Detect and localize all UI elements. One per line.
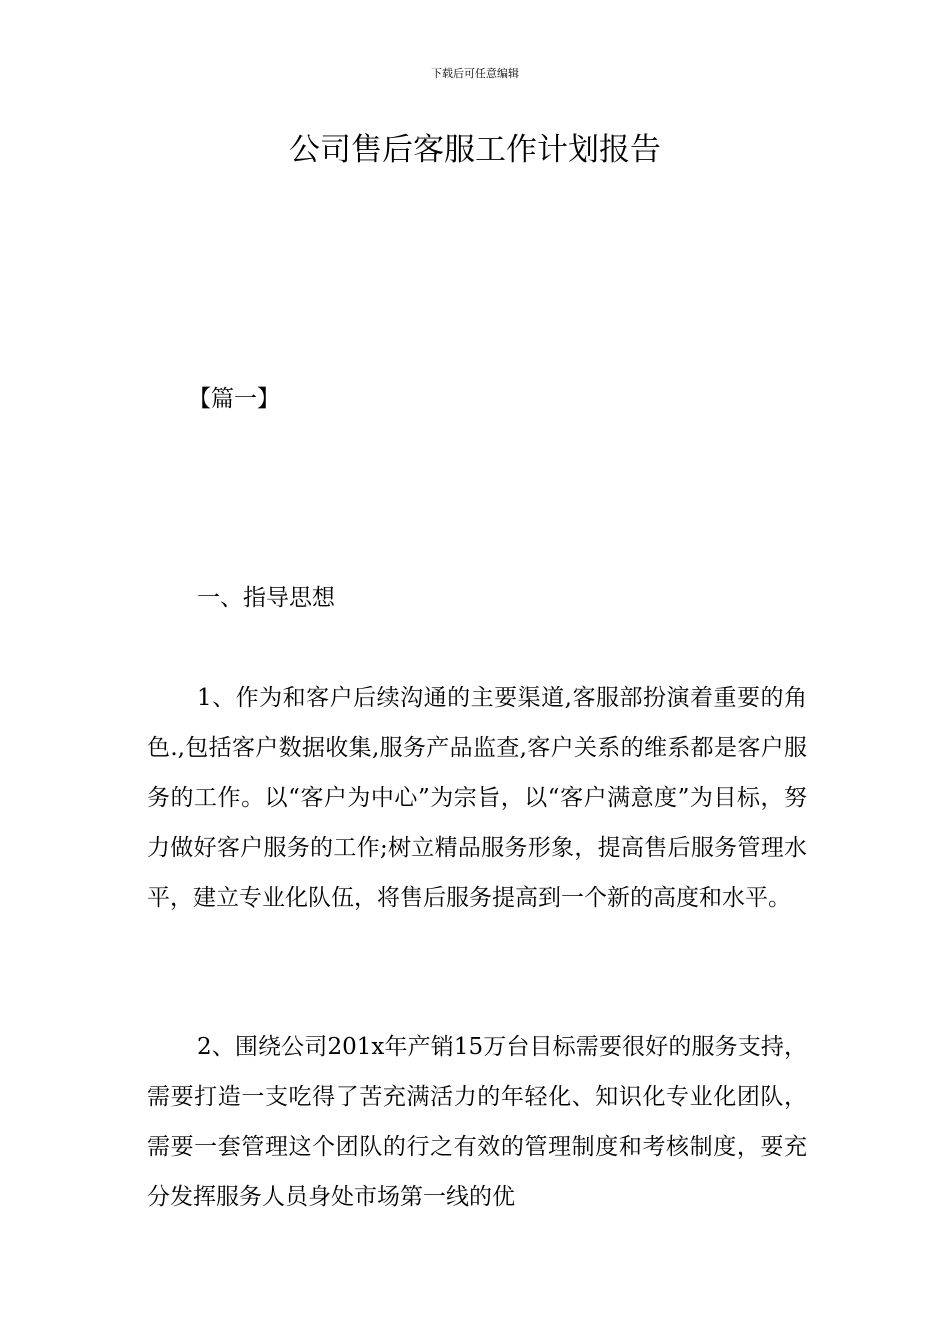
document-title: 公司售后客服工作计划报告 xyxy=(289,132,661,168)
section-label: 【篇一】 xyxy=(188,386,280,412)
section-heading: 一、指导思想 xyxy=(197,585,335,611)
paragraph-1: 1、作为和客户后续沟通的主要渠道,客服部扮演着重要的角色.,包括客户数据收集,服务产品监查,客户关系的维系都是客户服务的工作。以“客户为中心”为宗旨，以“客户满意度”为目标，努力做好客户服务的工作;树立精品服务形象，提高售后服务管理水平，建立专业化队伍，将售后服务提高到一个新的高度和水平。 xyxy=(147,685,807,911)
header-note: 下载后可任意编辑 xyxy=(431,67,519,80)
paragraph-2: 2、围绕公司201x年产销15万台目标需要很好的服务支持，需要打造一支吃得了苦充满活力的年轻化、知识化专业化团队，需要一套管理这个团队的行之有效的管理制度和考核制度，要充分发挥服务人员身处市场第一线的优 xyxy=(147,1034,807,1210)
